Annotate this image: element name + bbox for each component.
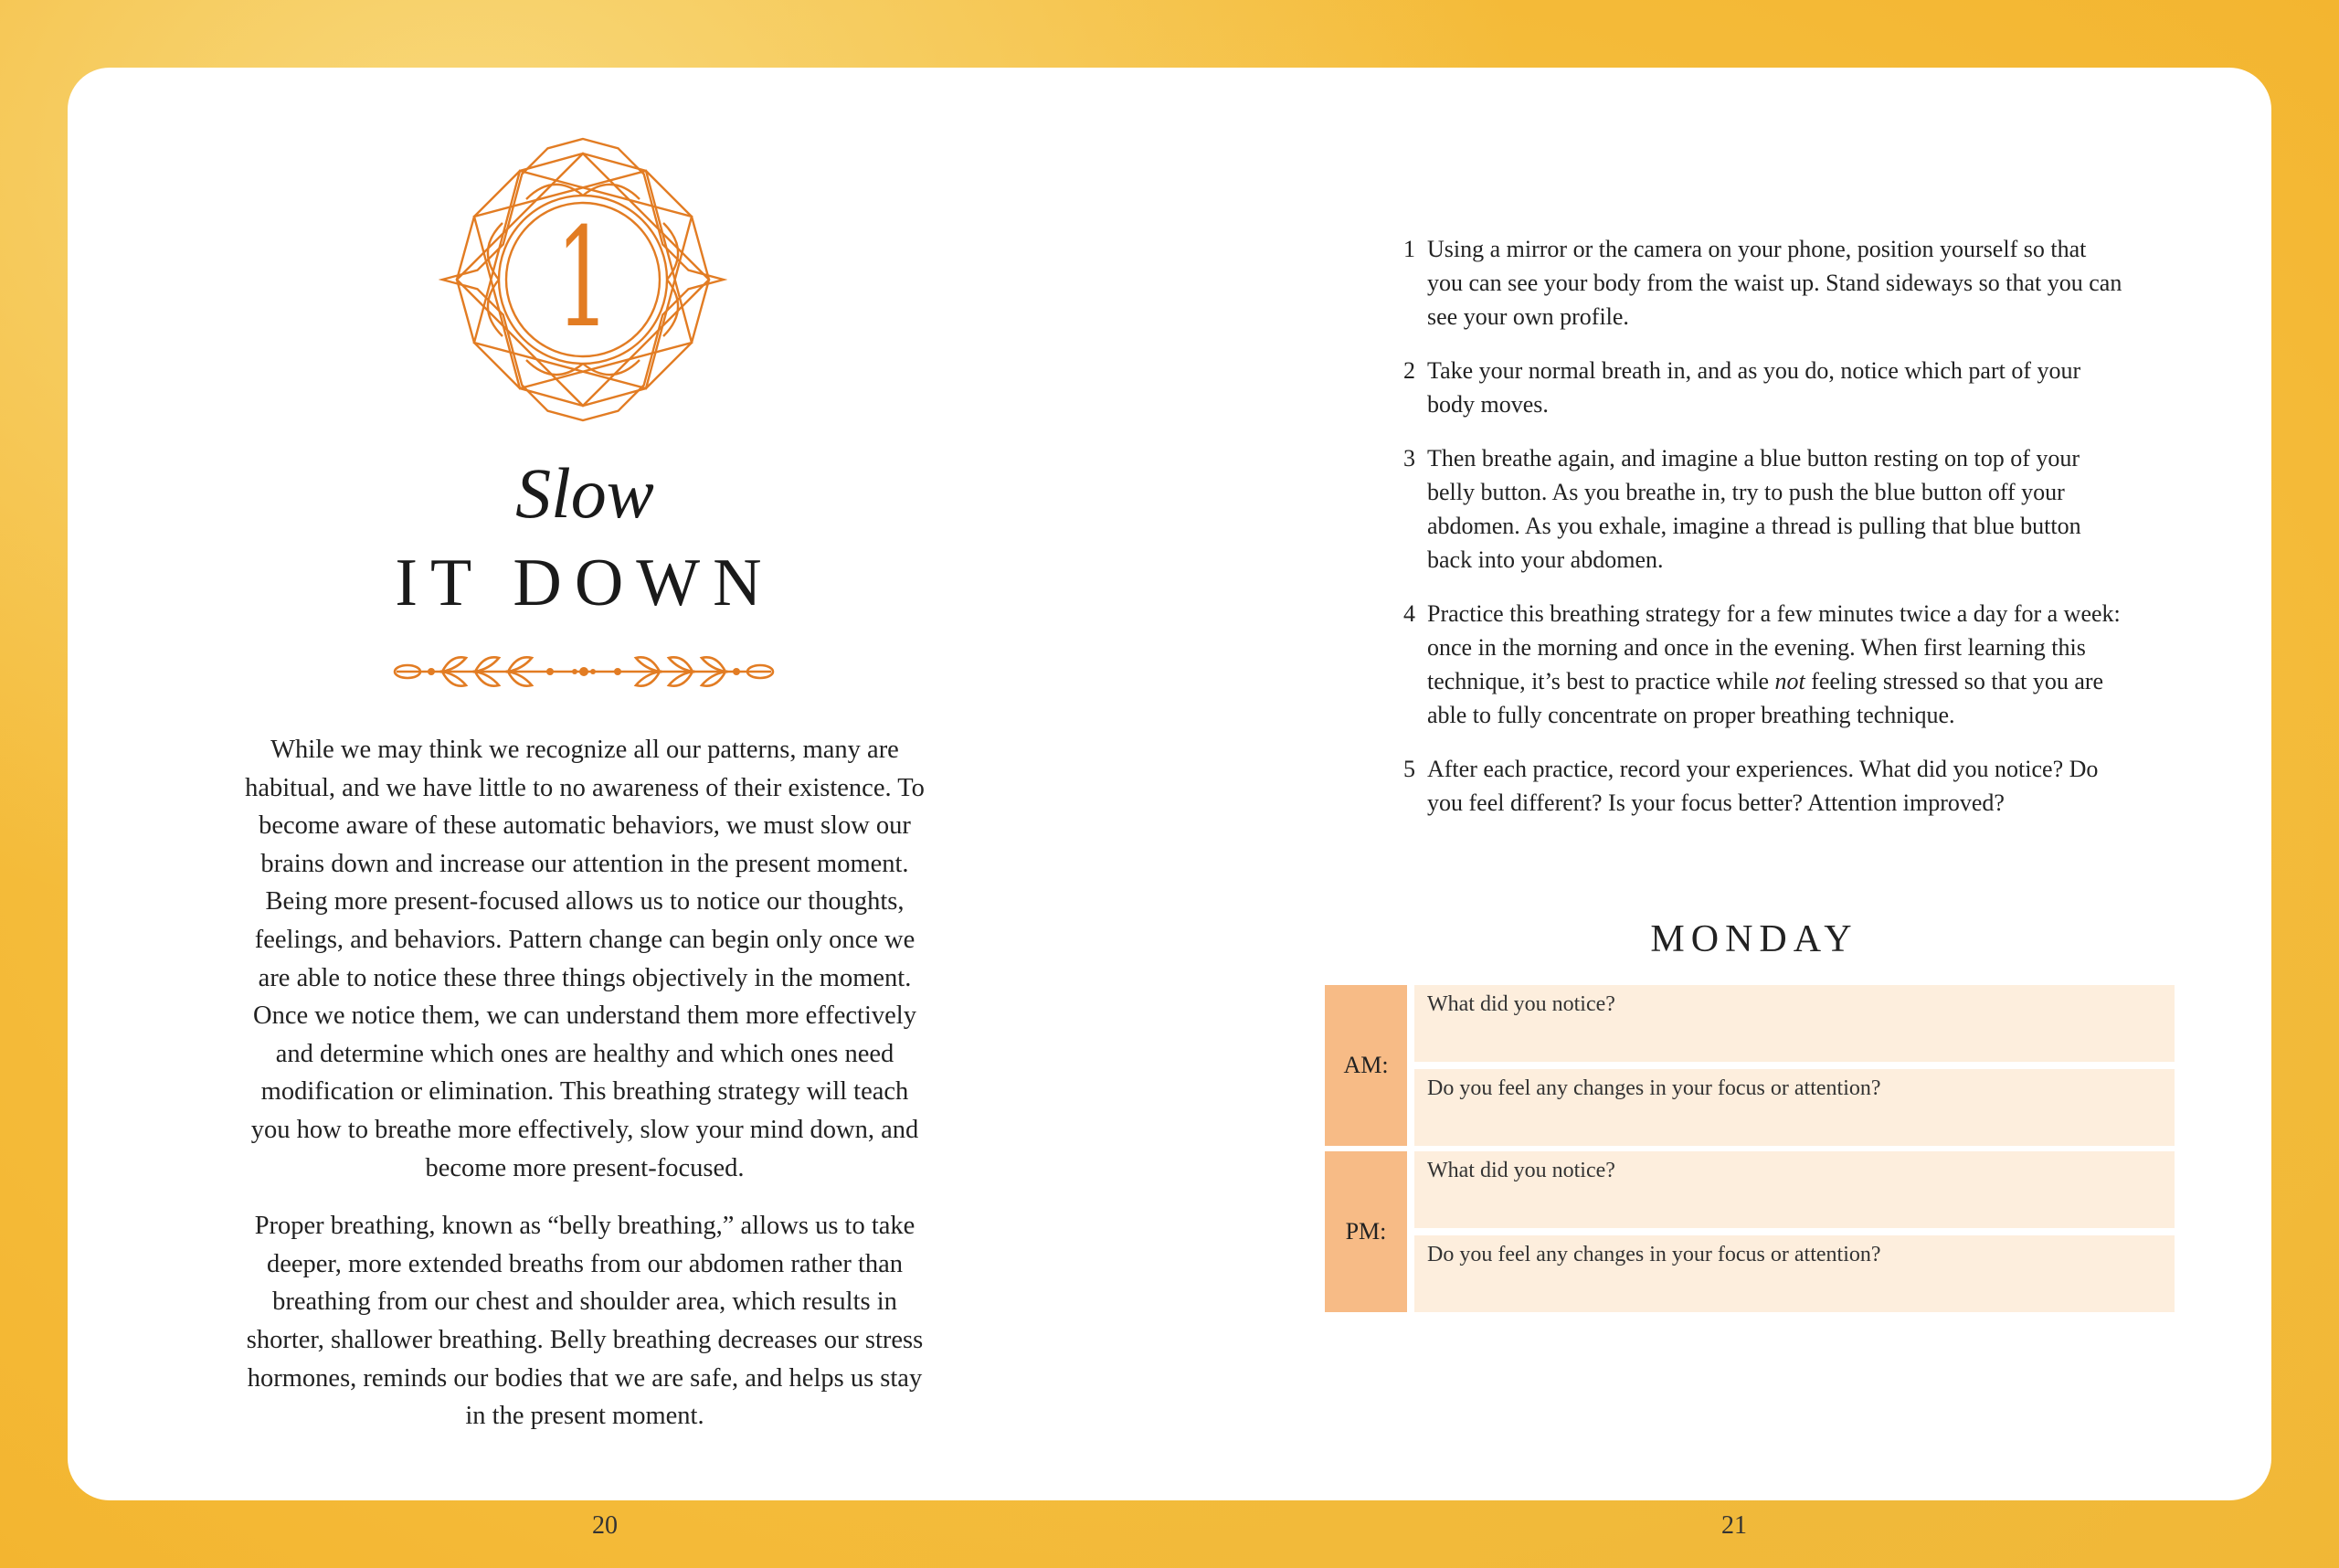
step-item (1403, 752, 2125, 820)
step-text-part: feeling stressed so that you are able to fully concentrate on proper breathing technique. (1427, 668, 2104, 728)
step-text: Take your normal breath in, and as you do, notice which part of your body moves. (1427, 357, 2081, 418)
journal-table (1325, 985, 2175, 1318)
journal-entry-field[interactable]: What did you notice? (1414, 985, 2175, 1062)
step-item (1403, 597, 2125, 732)
journal-row-am (1325, 985, 2175, 1146)
chapter-number: 1 (556, 199, 610, 358)
steps-list (1403, 232, 2125, 840)
step-number: 4 (1403, 600, 1415, 627)
step-number: 3 (1403, 445, 1415, 471)
page-number-right: 21 (1721, 1511, 1747, 1540)
chapter-title-line2: IT DOWN (395, 546, 775, 620)
journal-entry-field[interactable]: What did you notice? (1414, 1151, 2175, 1228)
step-number: 5 (1403, 756, 1415, 782)
step-item (1403, 232, 2125, 334)
journal-label-pm: PM: (1325, 1151, 1407, 1312)
step-item (1403, 354, 2125, 421)
step-number: 1 (1403, 236, 1415, 262)
journal-entry-field[interactable]: Do you feel any changes in your focus or attention? (1414, 1069, 2175, 1146)
step-text (1427, 597, 2125, 732)
intro-paragraph-2: Proper breathing, known as “belly breathing,” allows us to take deeper, more extended breaths from our abdomen rather than breathing from our chest and shoulder area, which results in shorter, shallower breathing. Belly breathing decreases our stress hormones, reminds our bodies that we are safe, and helps us stay in the present moment. (246, 1212, 924, 1431)
journal-fields (1414, 1151, 2175, 1312)
laurel-divider-icon (387, 649, 780, 694)
page-number-left: 20 (592, 1511, 618, 1540)
journal-row-pm (1325, 1151, 2175, 1312)
step-text: After each practice, record your experiences. What did you notice? Do you feel different? Is your focus better? Attention improved? (1427, 756, 2099, 816)
step-text: Then breathe again, and imagine a blue button resting on top of your belly button. As you breathe in, try to push the blue button off your abdomen. As you exhale, imagine a thread is pulling that blue button back into your abdomen. (1427, 445, 2081, 573)
step-number: 2 (1403, 357, 1415, 384)
journal-fields (1414, 985, 2175, 1146)
chapter-title-line1: Slow (515, 453, 654, 533)
step-text-part: Practice this breathing strategy for a few minutes twice a day for a week: once in the morning and once in the evening. When first learning this technique, it’s best to practice while (1427, 600, 2121, 694)
journal-day-heading: MONDAY (1650, 918, 1858, 960)
step-item (1403, 441, 2125, 577)
step-text-emphasis: not (1774, 668, 1805, 694)
intro-paragraph-1: While we may think we recognize all our patterns, many are habitual, and we have little to no awareness of their existence. To become aware of these automatic behaviors, we must slow our brains down and increase our attention in the present moment. Being more present-focused allows us to notice our thoughts, feelings, and behaviors. Pattern change can begin only once we are able to notice these three things objectively in the moment. Once we notice them, we can understand them more effectively and determine which ones are healthy and which ones need modification or elimination. This breathing strategy will teach you how to breathe more effectively, slow your mind down, and become more present-focused. (245, 736, 925, 1182)
step-text: Using a mirror or the camera on your phone, position yourself so that you can see your body from the waist up. Stand sideways so that you can see your own profile. (1427, 236, 2122, 330)
journal-label-am: AM: (1325, 985, 1407, 1146)
intro-text (239, 731, 930, 1456)
journal-entry-field[interactable]: Do you feel any changes in your focus or attention? (1414, 1235, 2175, 1312)
